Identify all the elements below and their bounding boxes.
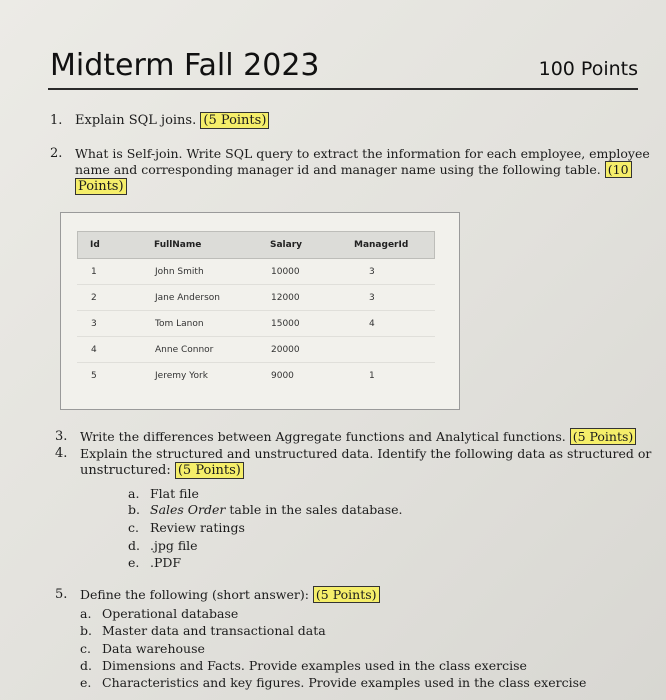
cell-id: 3 [91, 319, 97, 329]
table-row [77, 285, 435, 311]
question-1-points: (5 Points) [200, 112, 269, 129]
item-label: d. [80, 658, 92, 673]
item-label: c. [80, 641, 91, 656]
item-label: d. [128, 538, 140, 553]
item-text: Review ratings [150, 520, 245, 535]
item-label: b. [80, 623, 92, 638]
item-label: a. [80, 606, 92, 621]
question-4-number: 4. [55, 446, 68, 461]
item-text: .jpg file [150, 538, 198, 553]
exam-title: Midterm Fall 2023 [50, 48, 320, 83]
total-points: 100 Points [538, 58, 638, 80]
employee-table [77, 231, 435, 388]
item-text: Operational database [102, 606, 239, 621]
question-5-text: Define the following (short answer): [80, 587, 309, 602]
question-4-points: (5 Points) [175, 462, 244, 479]
item-italic-text: Sales Order [150, 502, 226, 517]
col-header-id: Id [90, 240, 100, 250]
cell-fullname: Anne Connor [155, 345, 214, 355]
question-1-text: Explain SQL joins. [75, 113, 197, 128]
question-4 [55, 446, 655, 486]
cell-managerid: 4 [369, 319, 375, 329]
question-3-text: Write the differences between Aggregate functions and Analytical functions. [80, 429, 566, 444]
table-row [77, 259, 435, 285]
cell-salary: 20000 [271, 345, 300, 355]
cell-id: 4 [91, 345, 97, 355]
question-3-points: (5 Points) [570, 428, 637, 445]
question-5-number: 5. [55, 587, 68, 602]
question-3 [55, 429, 655, 445]
table-header-row [77, 231, 435, 259]
item-label: a. [128, 486, 140, 501]
question-4-line-1: Explain the structured and unstructured data. Identify the following data as structured or [80, 446, 652, 461]
item-label: e. [128, 555, 140, 570]
item-text: .PDF [150, 555, 182, 570]
cell-salary: 12000 [271, 293, 300, 303]
item-text: Data warehouse [102, 641, 205, 656]
table-row [77, 337, 435, 363]
question-3-number: 3. [55, 429, 68, 444]
question-2-number: 2. [50, 146, 63, 161]
item-text: Flat file [150, 486, 199, 501]
question-2-points-b: Points) [75, 178, 127, 195]
cell-managerid: 3 [369, 293, 375, 303]
table-row [77, 311, 435, 337]
cell-fullname: Jane Anderson [155, 293, 220, 303]
cell-salary: 9000 [271, 371, 294, 381]
col-header-salary: Salary [270, 240, 303, 250]
cell-fullname: Tom Lanon [155, 319, 204, 329]
col-header-managerid: ManagerId [354, 240, 409, 250]
cell-id: 5 [91, 371, 97, 381]
item-text: table in the sales database. [225, 502, 403, 517]
question-5 [55, 587, 655, 603]
employee-table-frame [60, 212, 460, 410]
question-4-line-2: unstructured: [80, 463, 171, 478]
question-2-line-1: What is Self-join. Write SQL query to extract the information for each employee, employee [75, 146, 650, 161]
cell-id: 2 [91, 293, 97, 303]
question-1-number: 1. [50, 113, 63, 128]
item-text: Characteristics and key figures. Provide examples used in the class exercise [102, 675, 587, 690]
table-row [77, 363, 435, 388]
item-text: Dimensions and Facts. Provide examples used in the class exercise [102, 658, 527, 673]
cell-salary: 15000 [271, 319, 300, 329]
question-2-line-2: name and corresponding manager id and manager name using the following table. [75, 162, 601, 177]
item-label: b. [128, 502, 140, 517]
question-5-points: (5 Points) [313, 586, 380, 603]
cell-fullname: Jeremy York [155, 371, 208, 381]
cell-managerid: 3 [369, 267, 375, 277]
cell-id: 1 [91, 267, 97, 277]
item-label: e. [80, 675, 92, 690]
question-2-points-a: (10 [605, 161, 632, 178]
cell-managerid: 1 [369, 371, 375, 381]
col-header-fullname: FullName [154, 240, 202, 250]
question-2 [50, 146, 650, 202]
item-label: c. [128, 520, 139, 535]
cell-fullname: John Smith [155, 267, 204, 277]
cell-salary: 10000 [271, 267, 300, 277]
item-text: Master data and transactional data [102, 623, 326, 638]
title-underline [48, 88, 638, 90]
